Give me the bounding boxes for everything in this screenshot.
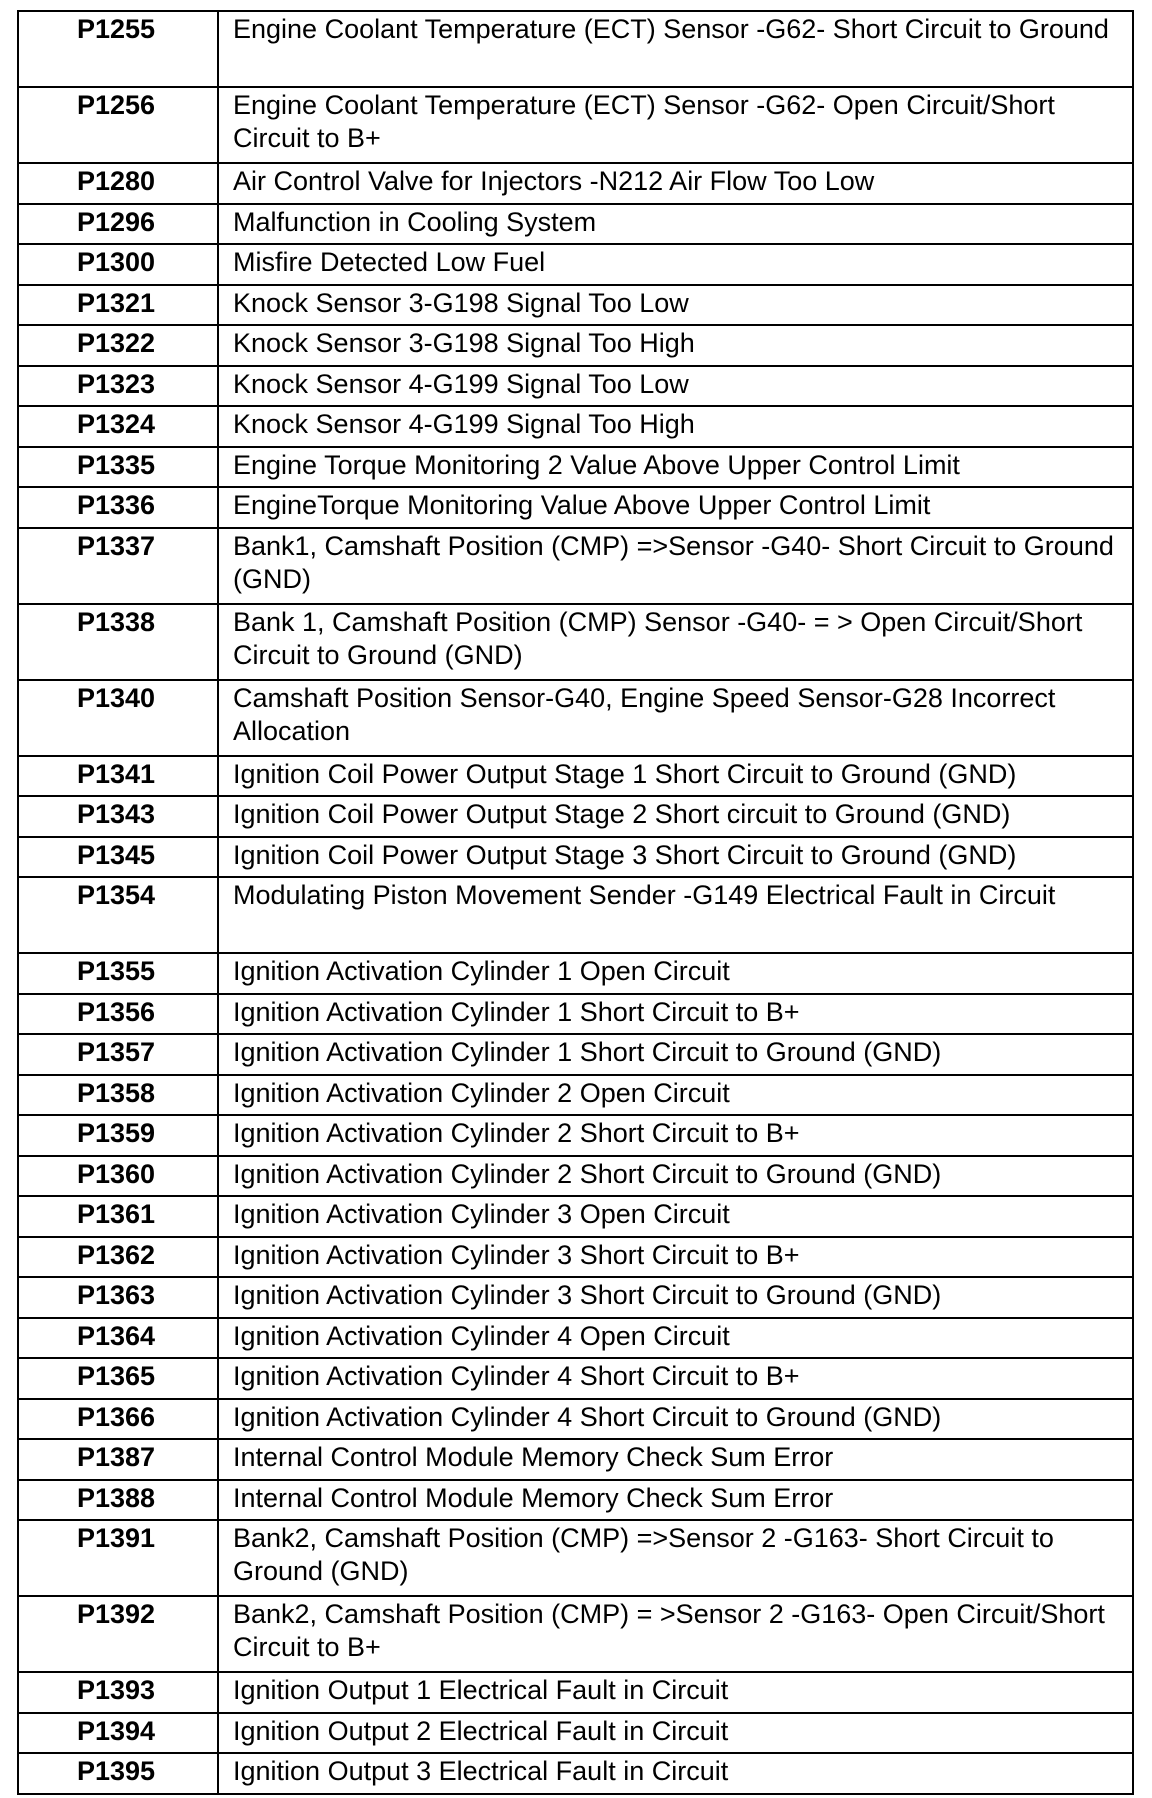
table-row xyxy=(18,244,1133,285)
table-row xyxy=(18,325,1133,366)
table-row xyxy=(18,1753,1133,1794)
dtc-description-cell: Ignition Coil Power Output Stage 1 Short Circuit to Ground (GND) xyxy=(218,756,1133,797)
dtc-code-cell: P1345 xyxy=(18,837,218,878)
table-row xyxy=(18,1480,1133,1521)
dtc-description-cell: Knock Sensor 4-G199 Signal Too High xyxy=(218,406,1133,447)
dtc-description-cell: Engine Torque Monitoring 2 Value Above Upper Control Limit xyxy=(218,447,1133,488)
dtc-code-cell: P1358 xyxy=(18,1075,218,1116)
dtc-description-cell: Ignition Activation Cylinder 1 Short Circuit to B+ xyxy=(218,994,1133,1035)
table-row xyxy=(18,406,1133,447)
dtc-description-cell: Knock Sensor 3-G198 Signal Too Low xyxy=(218,285,1133,326)
dtc-description-cell: Ignition Coil Power Output Stage 3 Short Circuit to Ground (GND) xyxy=(218,837,1133,878)
dtc-code-cell: P1354 xyxy=(18,877,218,953)
table-row xyxy=(18,487,1133,528)
dtc-code-cell: P1338 xyxy=(18,604,218,680)
table-row xyxy=(18,1596,1133,1672)
dtc-code-cell: P1300 xyxy=(18,244,218,285)
dtc-description-cell: Air Control Valve for Injectors -N212 Air Flow Too Low xyxy=(218,163,1133,204)
table-row xyxy=(18,604,1133,680)
table-row xyxy=(18,285,1133,326)
table-row xyxy=(18,994,1133,1035)
dtc-description-cell: Engine Coolant Temperature (ECT) Sensor -G62- Short Circuit to Ground xyxy=(218,11,1133,87)
table-row xyxy=(18,1439,1133,1480)
dtc-description-cell: Misfire Detected Low Fuel xyxy=(218,244,1133,285)
dtc-code-cell: P1255 xyxy=(18,11,218,87)
dtc-code-cell: P1296 xyxy=(18,204,218,245)
table-row xyxy=(18,204,1133,245)
dtc-code-cell: P1356 xyxy=(18,994,218,1035)
table-row xyxy=(18,447,1133,488)
dtc-description-cell: Bank2, Camshaft Position (CMP) = >Sensor 2 -G163- Open Circuit/Short Circuit to B+ xyxy=(218,1596,1133,1672)
dtc-description-cell: Internal Control Module Memory Check Sum Error xyxy=(218,1439,1133,1480)
dtc-code-cell: P1324 xyxy=(18,406,218,447)
dtc-description-cell: Malfunction in Cooling System xyxy=(218,204,1133,245)
dtc-code-cell: P1256 xyxy=(18,87,218,163)
dtc-code-cell: P1364 xyxy=(18,1318,218,1359)
dtc-description-cell: Camshaft Position Sensor-G40, Engine Speed Sensor-G28 Incorrect Allocation xyxy=(218,680,1133,756)
dtc-code-table xyxy=(17,10,1134,1795)
dtc-code-cell: P1387 xyxy=(18,1439,218,1480)
dtc-code-cell: P1321 xyxy=(18,285,218,326)
table-row xyxy=(18,87,1133,163)
dtc-code-cell: P1363 xyxy=(18,1277,218,1318)
dtc-code-cell: P1322 xyxy=(18,325,218,366)
table-row xyxy=(18,680,1133,756)
table-row xyxy=(18,796,1133,837)
table-row xyxy=(18,528,1133,604)
table-row xyxy=(18,1115,1133,1156)
dtc-code-cell: P1362 xyxy=(18,1237,218,1278)
dtc-code-cell: P1340 xyxy=(18,680,218,756)
dtc-code-cell: P1360 xyxy=(18,1156,218,1197)
dtc-code-cell: P1337 xyxy=(18,528,218,604)
dtc-description-cell: Bank2, Camshaft Position (CMP) =>Sensor 2 -G163- Short Circuit to Ground (GND) xyxy=(218,1520,1133,1596)
dtc-description-cell: Ignition Activation Cylinder 2 Short Circuit to Ground (GND) xyxy=(218,1156,1133,1197)
dtc-code-cell: P1355 xyxy=(18,953,218,994)
table-row xyxy=(18,1034,1133,1075)
dtc-description-cell: Engine Coolant Temperature (ECT) Sensor -G62- Open Circuit/Short Circuit to B+ xyxy=(218,87,1133,163)
dtc-description-cell: Ignition Activation Cylinder 2 Short Circuit to B+ xyxy=(218,1115,1133,1156)
dtc-code-cell: P1359 xyxy=(18,1115,218,1156)
dtc-code-cell: P1392 xyxy=(18,1596,218,1672)
dtc-description-cell: Knock Sensor 3-G198 Signal Too High xyxy=(218,325,1133,366)
table-row xyxy=(18,11,1133,87)
dtc-code-cell: P1365 xyxy=(18,1358,218,1399)
dtc-description-cell: Knock Sensor 4-G199 Signal Too Low xyxy=(218,366,1133,407)
dtc-code-cell: P1323 xyxy=(18,366,218,407)
dtc-code-cell: P1343 xyxy=(18,796,218,837)
dtc-code-cell: P1280 xyxy=(18,163,218,204)
dtc-description-cell: Ignition Activation Cylinder 4 Short Circuit to B+ xyxy=(218,1358,1133,1399)
table-row xyxy=(18,1713,1133,1754)
table-row xyxy=(18,1399,1133,1440)
table-row xyxy=(18,877,1133,953)
dtc-description-cell: Ignition Coil Power Output Stage 2 Short circuit to Ground (GND) xyxy=(218,796,1133,837)
dtc-code-cell: P1357 xyxy=(18,1034,218,1075)
dtc-code-cell: P1393 xyxy=(18,1672,218,1713)
dtc-code-cell: P1395 xyxy=(18,1753,218,1794)
table-row xyxy=(18,163,1133,204)
dtc-description-cell: Modulating Piston Movement Sender -G149 Electrical Fault in Circuit xyxy=(218,877,1133,953)
dtc-description-cell: Ignition Activation Cylinder 1 Short Circuit to Ground (GND) xyxy=(218,1034,1133,1075)
dtc-description-cell: Ignition Activation Cylinder 3 Short Circuit to B+ xyxy=(218,1237,1133,1278)
dtc-code-cell: P1394 xyxy=(18,1713,218,1754)
dtc-table-body xyxy=(18,11,1133,1794)
table-row xyxy=(18,1277,1133,1318)
table-row xyxy=(18,837,1133,878)
table-row xyxy=(18,1520,1133,1596)
table-row xyxy=(18,1237,1133,1278)
dtc-description-cell: Ignition Activation Cylinder 4 Short Circuit to Ground (GND) xyxy=(218,1399,1133,1440)
table-row xyxy=(18,953,1133,994)
dtc-description-cell: Ignition Output 3 Electrical Fault in Circuit xyxy=(218,1753,1133,1794)
dtc-description-cell: EngineTorque Monitoring Value Above Upper Control Limit xyxy=(218,487,1133,528)
table-row xyxy=(18,1672,1133,1713)
table-row xyxy=(18,1075,1133,1116)
dtc-description-cell: Ignition Activation Cylinder 3 Open Circuit xyxy=(218,1196,1133,1237)
dtc-code-cell: P1341 xyxy=(18,756,218,797)
dtc-description-cell: Bank 1, Camshaft Position (CMP) Sensor -G40- = > Open Circuit/Short Circuit to Ground (GND) xyxy=(218,604,1133,680)
dtc-description-cell: Bank1, Camshaft Position (CMP) =>Sensor -G40- Short Circuit to Ground (GND) xyxy=(218,528,1133,604)
table-row xyxy=(18,1196,1133,1237)
dtc-code-cell: P1361 xyxy=(18,1196,218,1237)
dtc-description-cell: Ignition Activation Cylinder 1 Open Circuit xyxy=(218,953,1133,994)
dtc-description-cell: Ignition Output 2 Electrical Fault in Circuit xyxy=(218,1713,1133,1754)
table-row xyxy=(18,1358,1133,1399)
dtc-description-cell: Ignition Activation Cylinder 2 Open Circuit xyxy=(218,1075,1133,1116)
dtc-description-cell: Ignition Activation Cylinder 3 Short Circuit to Ground (GND) xyxy=(218,1277,1133,1318)
dtc-description-cell: Internal Control Module Memory Check Sum Error xyxy=(218,1480,1133,1521)
dtc-description-cell: Ignition Output 1 Electrical Fault in Circuit xyxy=(218,1672,1133,1713)
dtc-code-cell: P1336 xyxy=(18,487,218,528)
dtc-description-cell: Ignition Activation Cylinder 4 Open Circuit xyxy=(218,1318,1133,1359)
document-page xyxy=(17,10,1134,1795)
table-row xyxy=(18,366,1133,407)
dtc-code-cell: P1391 xyxy=(18,1520,218,1596)
table-row xyxy=(18,756,1133,797)
dtc-code-cell: P1335 xyxy=(18,447,218,488)
table-row xyxy=(18,1318,1133,1359)
table-row xyxy=(18,1156,1133,1197)
dtc-code-cell: P1388 xyxy=(18,1480,218,1521)
dtc-code-cell: P1366 xyxy=(18,1399,218,1440)
